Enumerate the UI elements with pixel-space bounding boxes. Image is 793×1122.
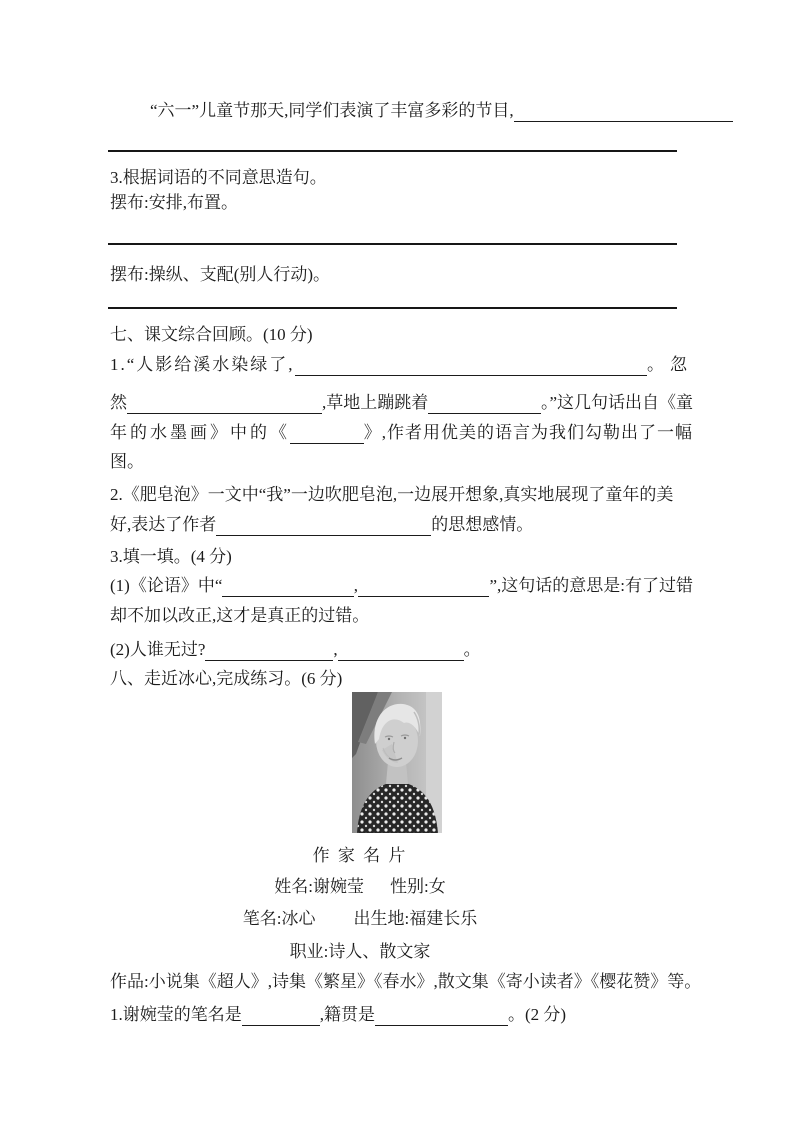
sentence-lead-text: “六一”儿童节那天,同学们表演了丰富多彩的节目, <box>150 101 514 120</box>
page-content <box>110 0 702 1122</box>
s7-q3-item1-start-text: (1)《论语》中“ <box>110 576 223 595</box>
answer-blank <box>242 1002 320 1026</box>
s7-q1-line1 <box>110 352 693 378</box>
s7-q3-item1-line1 <box>110 573 693 599</box>
s7-q1-lead-text: 1.“人影给溪水染绿了, <box>110 355 295 374</box>
answer-blank <box>428 390 541 414</box>
author-name-text: 姓名:谢婉莹 <box>274 877 364 896</box>
s8-q1-end-text: 。(2 分) <box>508 1005 567 1024</box>
author-works-line <box>110 969 702 995</box>
s7-q2-line2-start-text: 好,表达了作者 <box>110 515 217 534</box>
s7-q3-item1-line2-text: 却不加以改正,这才是真正的过错。 <box>110 606 370 625</box>
answer-blank <box>216 512 431 536</box>
word-definition-1-text: 摆布:安排,布置。 <box>110 193 238 212</box>
author-card-penname-row <box>110 906 610 932</box>
section-eight-title-text: 八、走近冰心,完成练习。(6 分) <box>110 669 343 688</box>
section-seven-title-text: 七、课文综合回顾。(10 分) <box>110 325 313 344</box>
sentence-completion-line <box>110 98 733 124</box>
s7-q3-item2-end-text: 。 <box>463 640 481 659</box>
word-definition-1 <box>110 190 693 216</box>
s7-q3-item2-line <box>110 637 693 663</box>
s7-q3-item2-start-text: (2)人谁无过? <box>110 640 206 659</box>
answer-blank <box>127 390 322 414</box>
s7-q1-tail-text: 。忽 <box>647 355 693 374</box>
s7-q3-prompt <box>110 544 693 570</box>
s7-q1-line4-text: 图。 <box>110 452 144 471</box>
s7-q2-line1-text: 2.《肥皂泡》一文中“我”一边吹肥皂泡,一边展开想象,真实地展现了童年的美 <box>110 485 674 504</box>
question3-prompt <box>110 165 693 191</box>
s7-q1-line4 <box>110 449 693 475</box>
s8-q1-line <box>110 1002 693 1028</box>
writing-line <box>108 150 677 152</box>
author-photo <box>352 692 442 833</box>
answer-blank <box>514 98 733 122</box>
author-occupation-text: 职业:诗人、散文家 <box>289 942 431 961</box>
s7-q1-line3-end-text: 》,作者用优美的语言为我们勾勒出了一幅 <box>363 423 693 442</box>
section-seven-title <box>110 322 693 348</box>
answer-blank <box>295 352 647 376</box>
author-card-name-row <box>110 874 610 900</box>
s7-q2-line2-end-text: 的思想感情。 <box>431 515 534 534</box>
s7-q1-line2-mid-text: ,草地上蹦跳着 <box>322 393 429 412</box>
s7-q3-item1-comma-text: , <box>353 576 359 595</box>
section-eight-title <box>110 666 693 692</box>
author-works-text: 作品:小说集《超人》,诗集《繁星》《春水》,散文集《寄小读者》《樱花赞》等。 <box>110 972 702 991</box>
answer-blank <box>222 573 353 597</box>
s7-q3-item2-comma-text: , <box>333 640 338 659</box>
s8-q1-mid-text: ,籍贯是 <box>319 1005 375 1024</box>
answer-blank <box>290 420 364 444</box>
s8-q1-start-text: 1.谢婉莹的笔名是 <box>110 1005 242 1024</box>
word-definition-2-text: 摆布:操纵、支配(别人行动)。 <box>110 265 331 284</box>
word-definition-2 <box>110 262 693 288</box>
author-card-title-text: 作 家 名 片 <box>312 846 408 865</box>
s7-q1-line3 <box>110 420 693 446</box>
s7-q2-line2 <box>110 512 693 538</box>
answer-blank <box>375 1002 508 1026</box>
s7-q1-line2-start-text: 然 <box>110 393 127 412</box>
answer-blank <box>358 573 489 597</box>
author-penname-text: 笔名:冰心 <box>242 909 316 928</box>
bingxin-portrait <box>352 692 442 833</box>
author-gender-text: 性别:女 <box>390 877 446 896</box>
s7-q2-line1 <box>110 482 693 508</box>
answer-blank <box>205 637 333 661</box>
writing-line <box>108 307 677 309</box>
question3-prompt-text: 3.根据词语的不同意思造句。 <box>110 168 327 187</box>
answer-blank <box>338 637 464 661</box>
author-card-title <box>110 843 610 869</box>
s7-q3-prompt-text: 3.填一填。(4 分) <box>110 547 232 566</box>
s7-q1-line2-end-text: 。”这几句话出自《童 <box>540 393 693 412</box>
s7-q1-line2 <box>110 390 693 416</box>
s7-q1-line3-start-text: 年的水墨画》中的《 <box>110 423 290 442</box>
s7-q3-item1-end-text: ”,这句话的意思是:有了过错 <box>489 576 693 595</box>
author-birthplace-text: 出生地:福建长乐 <box>353 909 478 928</box>
author-card-occupation-row <box>110 939 610 965</box>
writing-line <box>108 243 677 245</box>
s7-q3-item1-line2 <box>110 603 693 629</box>
